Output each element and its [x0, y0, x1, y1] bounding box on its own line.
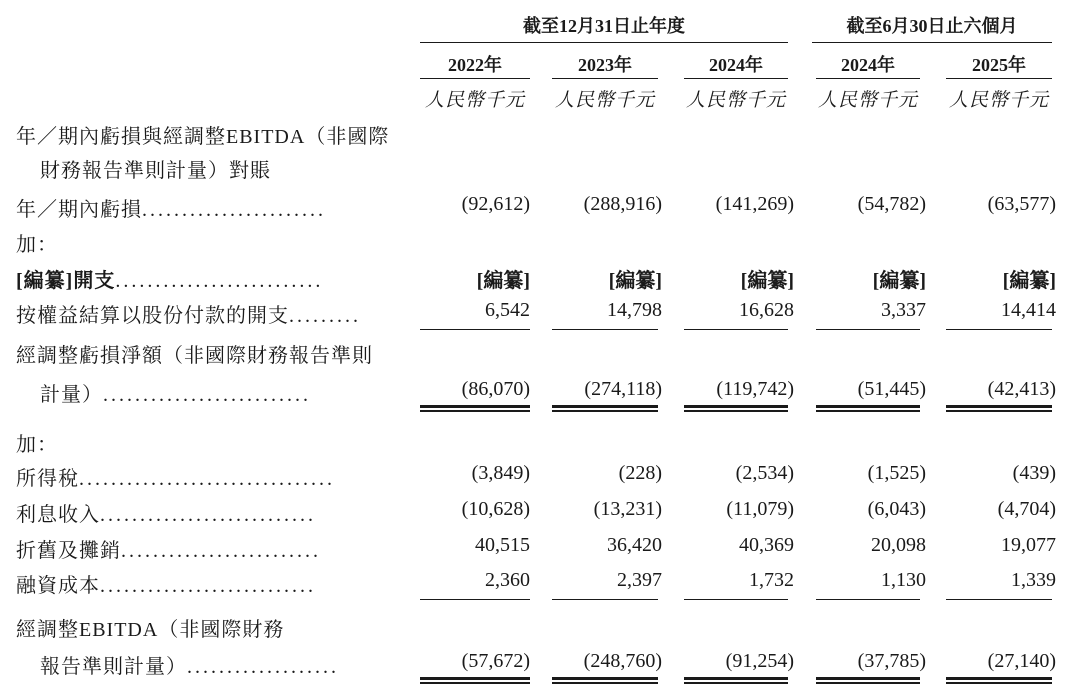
cell-da-2024: 40,369: [739, 534, 794, 556]
year-rule: [684, 78, 788, 79]
total-double-rule: [420, 677, 530, 684]
cell-interest-2024: (11,079): [726, 498, 794, 520]
cell-ebitda-2022: (57,672): [461, 650, 530, 672]
section-title-line-1: 年／期內虧損與經調整EBITDA（非國際: [16, 126, 390, 148]
cell-sbc-2024: 16,628: [739, 299, 794, 321]
unit-label: 人民幣千元: [948, 90, 1049, 111]
row-label-text: [編纂]開支: [16, 270, 116, 292]
cell-adj-loss-2024-h1: (51,445): [857, 378, 926, 400]
group-header-half-year: 截至6月30日止六個月: [846, 16, 1018, 36]
row-label-text: 計量）: [40, 384, 103, 406]
cell-redacted-2023: [編纂]: [608, 270, 662, 292]
cell-interest-2023: (13,231): [593, 498, 662, 520]
cell-redacted-2025-h1: [編纂]: [1002, 270, 1056, 292]
section-title-line-2: 財務報告準則計量）對賬: [40, 160, 271, 182]
cell-da-2023: 36,420: [607, 534, 662, 556]
group-header-full-year: 截至12月31日止年度: [523, 16, 685, 36]
cell-finance-2022: 2,360: [485, 569, 530, 591]
cell-sbc-2025-h1: 14,414: [1001, 299, 1056, 321]
cell-sbc-2024-h1: 3,337: [881, 299, 926, 321]
row-label-interest: 利息收入...........................: [16, 504, 316, 526]
subtotal-rule: [552, 329, 658, 330]
year-rule: [552, 78, 658, 79]
cell-adj-loss-2023: (274,118): [584, 378, 662, 400]
year-rule: [946, 78, 1052, 79]
year-header-2022: 2022年: [448, 55, 502, 75]
subtotal-rule: [946, 599, 1052, 600]
cell-adj-loss-2025-h1: (42,413): [987, 378, 1056, 400]
row-label-text: 報告準則計量）: [40, 656, 187, 678]
cell-redacted-2024-h1: [編纂]: [872, 270, 926, 292]
year-rule: [816, 78, 920, 79]
cell-adj-loss-2024: (119,742): [716, 378, 794, 400]
year-header-2023: 2023年: [578, 55, 632, 75]
unit-label: 人民幣千元: [685, 90, 786, 111]
cell-sbc-2023: 14,798: [607, 299, 662, 321]
cell-ebitda-2025-h1: (27,140): [987, 650, 1056, 672]
cell-tax-2022: (3,849): [471, 462, 530, 484]
total-double-rule: [684, 405, 788, 412]
add-label-2: 加：: [16, 434, 58, 456]
cell-ebitda-2024-h1: (37,785): [857, 650, 926, 672]
row-label-finance: 融資成本...........................: [16, 575, 316, 597]
total-double-rule: [552, 677, 658, 684]
cell-da-2024-h1: 20,098: [871, 534, 926, 556]
subtotal-rule: [420, 329, 530, 330]
row-label-text: 融資成本: [16, 575, 100, 597]
unit-label: 人民幣千元: [817, 90, 918, 111]
cell-loss-2024: (141,269): [715, 193, 794, 215]
cell-finance-2023: 2,397: [617, 569, 662, 591]
year-header-2024-h1: 2024年: [841, 55, 895, 75]
year-header-2024-fy: 2024年: [709, 55, 763, 75]
group-rule-half-year: [812, 42, 1052, 43]
row-label-adj-loss-line-1: 經調整虧損淨額（非國際財務報告準則: [16, 345, 373, 367]
cell-da-2025-h1: 19,077: [1001, 534, 1056, 556]
cell-redacted-2022: [編纂]: [476, 270, 530, 292]
row-label-redacted: [編纂]開支..........................: [16, 270, 324, 292]
add-label-1: 加：: [16, 234, 58, 256]
cell-loss-2022: (92,612): [461, 193, 530, 215]
total-double-rule: [420, 405, 530, 412]
cell-interest-2025-h1: (4,704): [997, 498, 1056, 520]
unit-label: 人民幣千元: [424, 90, 525, 111]
total-double-rule: [816, 677, 920, 684]
row-label-text: 年／期內虧損: [16, 199, 142, 221]
cell-adj-loss-2022: (86,070): [461, 378, 530, 400]
year-rule: [420, 78, 530, 79]
total-double-rule: [946, 677, 1052, 684]
group-rule-full-year: [420, 42, 788, 43]
cell-tax-2024: (2,534): [735, 462, 794, 484]
total-double-rule: [552, 405, 658, 412]
row-label-text: 按權益結算以股份付款的開支: [16, 305, 289, 327]
row-label-text: 利息收入: [16, 504, 100, 526]
cell-tax-2023: (228): [618, 462, 662, 484]
cell-loss-2023: (288,916): [583, 193, 662, 215]
cell-ebitda-2024: (91,254): [725, 650, 794, 672]
cell-ebitda-2023: (248,760): [583, 650, 662, 672]
cell-loss-2025-h1: (63,577): [987, 193, 1056, 215]
row-label-loss: 年／期內虧損.......................: [16, 199, 326, 221]
year-header-2025-h1: 2025年: [972, 55, 1026, 75]
cell-finance-2024: 1,732: [749, 569, 794, 591]
subtotal-rule: [946, 329, 1052, 330]
subtotal-rule: [816, 329, 920, 330]
row-label-ebitda: 報告準則計量）...................: [40, 656, 339, 678]
total-double-rule: [684, 677, 788, 684]
cell-da-2022: 40,515: [475, 534, 530, 556]
total-double-rule: [946, 405, 1052, 412]
row-label-text: 折舊及攤銷: [16, 540, 121, 562]
subtotal-rule: [552, 599, 658, 600]
cell-redacted-2024: [編纂]: [740, 270, 794, 292]
subtotal-rule: [420, 599, 530, 600]
cell-tax-2024-h1: (1,525): [867, 462, 926, 484]
cell-loss-2024-h1: (54,782): [857, 193, 926, 215]
cell-interest-2024-h1: (6,043): [867, 498, 926, 520]
cell-sbc-2022: 6,542: [485, 299, 530, 321]
row-label-ebitda-line-1: 經調整EBITDA（非國際財務: [16, 619, 285, 641]
row-label-da: 折舊及攤銷.........................: [16, 540, 321, 562]
row-label-tax: 所得稅................................: [16, 468, 335, 490]
cell-tax-2025-h1: (439): [1012, 462, 1056, 484]
cell-finance-2024-h1: 1,130: [881, 569, 926, 591]
row-label-adj-loss: 計量）..........................: [40, 384, 311, 406]
row-label-text: 所得稅: [16, 468, 79, 490]
row-label-sbc: 按權益結算以股份付款的開支.........: [16, 305, 361, 327]
unit-label: 人民幣千元: [554, 90, 655, 111]
subtotal-rule: [684, 599, 788, 600]
cell-finance-2025-h1: 1,339: [1011, 569, 1056, 591]
cell-interest-2022: (10,628): [461, 498, 530, 520]
subtotal-rule: [684, 329, 788, 330]
subtotal-rule: [816, 599, 920, 600]
total-double-rule: [816, 405, 920, 412]
